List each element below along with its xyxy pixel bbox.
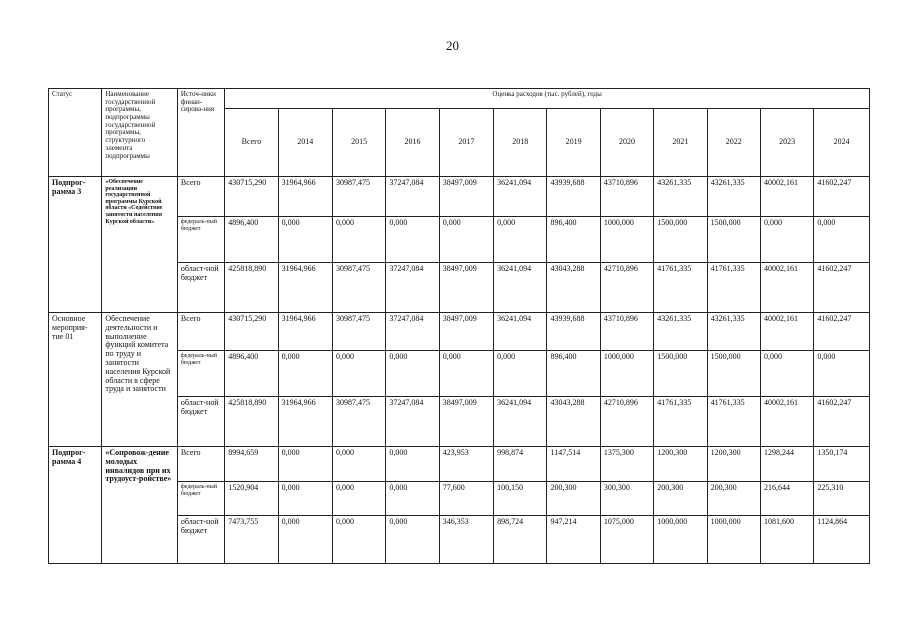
header-estimate: Оценка расходов (тыс. рублей), годы: [225, 89, 870, 109]
value-cell: 36241,094: [494, 313, 547, 351]
year-header: 2022: [707, 109, 760, 177]
value-cell: 425818,890: [225, 263, 278, 313]
value-cell: 0,000: [386, 217, 439, 263]
value-cell: 1500,000: [707, 351, 760, 397]
value-cell: 0,000: [278, 482, 332, 516]
value-cell: 41602,247: [814, 397, 870, 447]
year-header: Всего: [225, 109, 278, 177]
value-cell: 43043,288: [547, 263, 600, 313]
year-header: 2018: [494, 109, 547, 177]
value-cell: 43939,688: [547, 177, 600, 217]
value-cell: 1124,864: [814, 516, 870, 564]
value-cell: 77,600: [439, 482, 493, 516]
funding-source-cell: федераль-ный бюджет: [177, 351, 224, 397]
value-cell: 7473,755: [225, 516, 278, 564]
value-cell: 898,724: [494, 516, 547, 564]
value-cell: 100,150: [494, 482, 547, 516]
value-cell: 0,000: [494, 351, 547, 397]
funding-source-cell: област-ной бюджет: [177, 397, 224, 447]
value-cell: 0,000: [332, 447, 385, 482]
value-cell: 37247,084: [386, 263, 439, 313]
value-cell: 430715,290: [225, 177, 278, 217]
header-row-1: [49, 89, 870, 109]
value-cell: 43261,335: [654, 177, 707, 217]
value-cell: 0,000: [332, 351, 385, 397]
funding-source-cell: федераль-ный бюджет: [177, 217, 224, 263]
value-cell: 0,000: [278, 516, 332, 564]
value-cell: 4896,400: [225, 351, 278, 397]
value-cell: 200,300: [654, 482, 707, 516]
value-cell: 43939,688: [547, 313, 600, 351]
header-status: Статус: [49, 89, 102, 177]
funding-source-cell: Всего: [177, 447, 224, 482]
value-cell: 1500,000: [654, 217, 707, 263]
value-cell: 0,000: [386, 447, 439, 482]
value-cell: 41761,335: [654, 397, 707, 447]
funding-source-cell: федераль-ный бюджет: [177, 482, 224, 516]
value-cell: 0,000: [386, 482, 439, 516]
value-cell: 4896,400: [225, 217, 278, 263]
value-cell: 38497,009: [439, 397, 493, 447]
value-cell: 42710,896: [600, 263, 653, 313]
value-cell: 0,000: [278, 351, 332, 397]
value-cell: 8994,659: [225, 447, 278, 482]
value-cell: 30987,475: [332, 313, 385, 351]
value-cell: 31964,966: [278, 263, 332, 313]
value-cell: 43710,896: [600, 177, 653, 217]
value-cell: 0,000: [332, 516, 385, 564]
value-cell: 30987,475: [332, 263, 385, 313]
year-header: 2023: [760, 109, 813, 177]
table-row: [49, 447, 870, 482]
value-cell: 38497,009: [439, 177, 493, 217]
value-cell: 1520,904: [225, 482, 278, 516]
value-cell: 31964,966: [278, 397, 332, 447]
value-cell: 1500,000: [654, 351, 707, 397]
value-cell: 31964,966: [278, 313, 332, 351]
program-name-cell: «Обеспечение реализации государственной программы Курской области «Содействие занятости населения Курской области»: [102, 177, 178, 313]
value-cell: 31964,966: [278, 177, 332, 217]
program-name-cell: «Сопровож-дение молодых инвалидов при их трудоуст-ройстве»: [102, 447, 178, 564]
page-number: 20: [446, 38, 459, 53]
table-row: [49, 177, 870, 217]
value-cell: 38497,009: [439, 263, 493, 313]
funding-source-cell: Всего: [177, 177, 224, 217]
value-cell: 1375,300: [600, 447, 653, 482]
value-cell: 30987,475: [332, 397, 385, 447]
year-header: 2016: [386, 109, 439, 177]
value-cell: 40002,161: [760, 397, 813, 447]
value-cell: 41602,247: [814, 263, 870, 313]
value-cell: 216,644: [760, 482, 813, 516]
value-cell: 1000,000: [707, 516, 760, 564]
value-cell: 40002,161: [760, 177, 813, 217]
value-cell: 425818,890: [225, 397, 278, 447]
status-cell: Подпрог-рамма 4: [49, 447, 102, 564]
funding-source-cell: Всего: [177, 313, 224, 351]
value-cell: 200,300: [707, 482, 760, 516]
value-cell: 1081,600: [760, 516, 813, 564]
value-cell: 423,953: [439, 447, 493, 482]
value-cell: 1350,174: [814, 447, 870, 482]
value-cell: 42710,896: [600, 397, 653, 447]
year-header: 2014: [278, 109, 332, 177]
value-cell: 0,000: [332, 482, 385, 516]
value-cell: 36241,094: [494, 177, 547, 217]
header-source: Источ-ники финан-сирова-ния: [177, 89, 224, 177]
value-cell: 0,000: [278, 217, 332, 263]
value-cell: 41761,335: [654, 263, 707, 313]
value-cell: 896,400: [547, 217, 600, 263]
value-cell: 30987,475: [332, 177, 385, 217]
value-cell: 43710,896: [600, 313, 653, 351]
value-cell: 40002,161: [760, 263, 813, 313]
budget-table: [48, 88, 870, 564]
value-cell: 36241,094: [494, 397, 547, 447]
value-cell: 43261,335: [654, 313, 707, 351]
value-cell: 896,400: [547, 351, 600, 397]
value-cell: 1000,000: [654, 516, 707, 564]
funding-source-cell: област-ной бюджет: [177, 263, 224, 313]
value-cell: 1200,300: [654, 447, 707, 482]
year-header: 2017: [439, 109, 493, 177]
value-cell: 41602,247: [814, 313, 870, 351]
table-row: [49, 313, 870, 351]
value-cell: 43261,335: [707, 177, 760, 217]
year-header: 2021: [654, 109, 707, 177]
value-cell: 300,300: [600, 482, 653, 516]
value-cell: 0,000: [494, 217, 547, 263]
value-cell: 1000,000: [600, 351, 653, 397]
value-cell: 0,000: [760, 351, 813, 397]
value-cell: 0,000: [386, 516, 439, 564]
value-cell: 225,310: [814, 482, 870, 516]
value-cell: 0,000: [760, 217, 813, 263]
value-cell: 43261,335: [707, 313, 760, 351]
value-cell: 0,000: [278, 447, 332, 482]
year-header: 2019: [547, 109, 600, 177]
value-cell: 41761,335: [707, 397, 760, 447]
value-cell: 1000,000: [600, 217, 653, 263]
year-header: 2024: [814, 109, 870, 177]
value-cell: 0,000: [814, 217, 870, 263]
value-cell: 0,000: [332, 217, 385, 263]
status-cell: Основное мероприя-тие 01: [49, 313, 102, 447]
value-cell: 998,874: [494, 447, 547, 482]
value-cell: 37247,084: [386, 177, 439, 217]
value-cell: 38497,009: [439, 313, 493, 351]
value-cell: 43043,288: [547, 397, 600, 447]
value-cell: 0,000: [814, 351, 870, 397]
year-header: 2020: [600, 109, 653, 177]
value-cell: 1500,000: [707, 217, 760, 263]
value-cell: 1298,244: [760, 447, 813, 482]
value-cell: 41602,247: [814, 177, 870, 217]
year-header: 2015: [332, 109, 385, 177]
value-cell: 947,214: [547, 516, 600, 564]
value-cell: 1075,000: [600, 516, 653, 564]
value-cell: 0,000: [439, 217, 493, 263]
status-cell: Подпрог-рамма 3: [49, 177, 102, 313]
value-cell: 1200,300: [707, 447, 760, 482]
header-name: Наименование государственной программы, подпрограммы государственной программы, структурного элемента подпрограммы: [102, 89, 178, 177]
value-cell: 41761,335: [707, 263, 760, 313]
value-cell: 40002,161: [760, 313, 813, 351]
value-cell: 0,000: [386, 351, 439, 397]
value-cell: 36241,094: [494, 263, 547, 313]
funding-source-cell: област-ной бюджет: [177, 516, 224, 564]
program-name-cell: Обеспечение деятельности и выполнение функций комитета по труду и занятости населения Курской области в сфере труда и занятости: [102, 313, 178, 447]
value-cell: 1147,514: [547, 447, 600, 482]
value-cell: 37247,084: [386, 397, 439, 447]
value-cell: 37247,084: [386, 313, 439, 351]
value-cell: 0,000: [439, 351, 493, 397]
value-cell: 200,300: [547, 482, 600, 516]
value-cell: 346,353: [439, 516, 493, 564]
value-cell: 430715,290: [225, 313, 278, 351]
